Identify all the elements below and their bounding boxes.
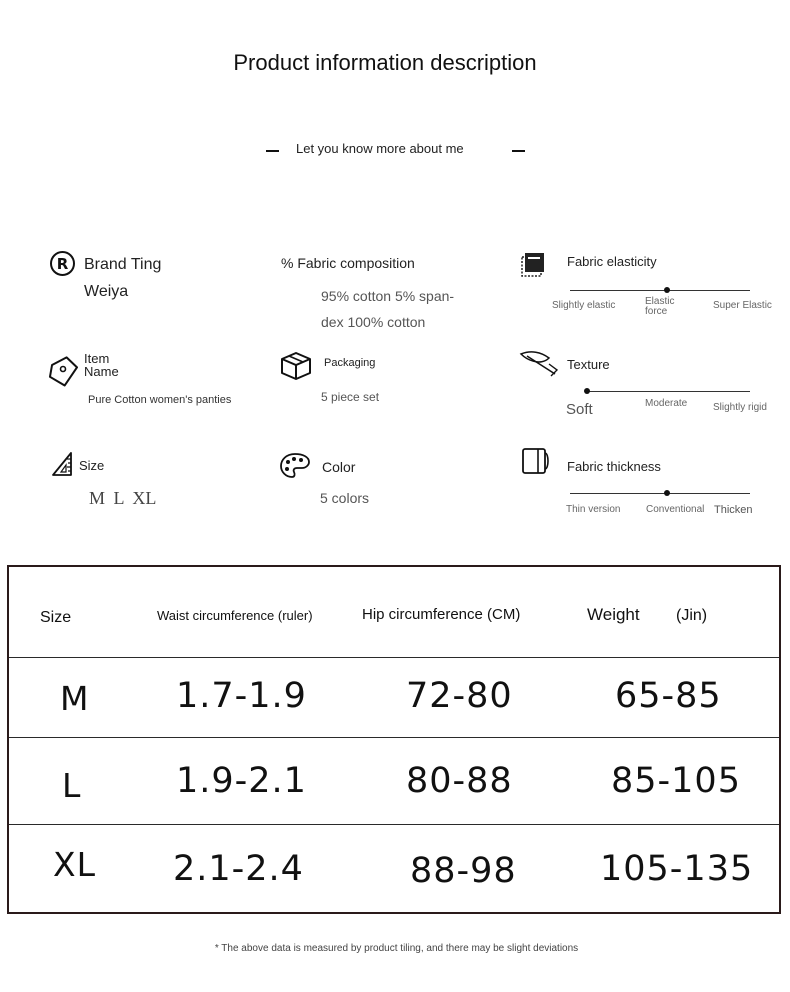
size-chart-table [7, 565, 781, 914]
texture-label: Texture [567, 357, 610, 372]
texture-scale-high: Slightly rigid [713, 402, 767, 413]
table-divider [9, 737, 779, 738]
elasticity-scale-marker [664, 287, 670, 293]
table-row-weight: 85-105 [611, 761, 741, 801]
table-header-waist: Waist circumference (ruler) [157, 608, 313, 623]
table-row-size: XL [53, 845, 96, 884]
table-header-unit: (Jin) [676, 607, 708, 624]
table-row-waist: 1.7-1.9 [176, 676, 307, 716]
table-row-hip: 72-80 [406, 676, 513, 716]
elasticity-scale-mid: Elastic force [645, 296, 675, 317]
table-row-waist: 1.9-2.1 [176, 761, 307, 801]
elasticity-scale-high: Super Elastic [713, 300, 772, 311]
size-label: Size [79, 458, 105, 473]
table-row-hip: 80-88 [406, 761, 513, 801]
table-divider [9, 824, 779, 825]
left-dash [266, 150, 279, 152]
thickness-scale-line [570, 493, 750, 494]
box-icon [279, 350, 313, 387]
color-label: Color [322, 459, 356, 475]
table-header-weight: Weight [587, 605, 640, 624]
brand-label: Brand Ting [84, 256, 162, 273]
table-row-weight: 105-135 [600, 849, 754, 889]
color-value: 5 colors [320, 490, 370, 506]
tag-icon [48, 355, 78, 394]
elasticity-scale-line [570, 290, 750, 291]
thickness-scale-marker [664, 490, 670, 496]
right-dash [512, 150, 525, 152]
elasticity-label: Fabric elasticity [567, 254, 657, 269]
packaging-value: 5 piece set [321, 390, 380, 404]
feather-icon [519, 348, 561, 383]
texture-scale-marker [584, 388, 590, 394]
item-name-label-1: Item [84, 351, 110, 366]
item-name-value: Pure Cotton women's panties [88, 394, 232, 406]
subtitle-row [266, 141, 526, 161]
table-divider [9, 657, 779, 658]
table-row-size: M [60, 679, 90, 718]
texture-scale-low: Soft [566, 401, 593, 418]
texture-scale-mid: Moderate [645, 398, 688, 409]
table-header-hip: Hip circumference (CM) [362, 606, 521, 623]
packaging-label: Packaging [324, 357, 376, 369]
size-value: M L XL [89, 488, 157, 508]
brand-name: Weiya [84, 283, 129, 300]
fabric-roll-icon [521, 447, 551, 480]
subtitle: Let you know more about me [296, 141, 464, 156]
table-row-waist: 2.1-2.4 [173, 849, 304, 889]
thickness-scale-low: Thin version [566, 504, 621, 515]
fabric-composition-value-2: dex 100% cotton [321, 314, 426, 330]
page-title: Product information description [233, 50, 537, 75]
ruler-triangle-icon [51, 451, 75, 482]
texture-scale-line [585, 391, 750, 392]
registered-icon [49, 250, 76, 282]
table-row-weight: 65-85 [615, 676, 722, 716]
thickness-scale-high: Thicken [714, 504, 753, 516]
thickness-scale-mid: Conventional [646, 504, 705, 515]
table-header-size: Size [40, 609, 72, 626]
item-name-label-2: Name [84, 364, 119, 379]
elasticity-scale-low: Slightly elastic [552, 300, 616, 311]
palette-icon [279, 452, 311, 485]
footnote: * The above data is measured by product tiling, and there may be slight deviations [214, 943, 579, 954]
table-row-hip: 88-98 [410, 851, 517, 891]
fabric-swatch-icon [521, 251, 547, 282]
table-row-size: L [62, 766, 82, 805]
fabric-composition-label: % Fabric composition [281, 255, 415, 271]
thickness-label: Fabric thickness [567, 459, 661, 474]
fabric-composition-value-1: 95% cotton 5% span- [321, 288, 455, 304]
svg-text:R: R [56, 255, 69, 273]
